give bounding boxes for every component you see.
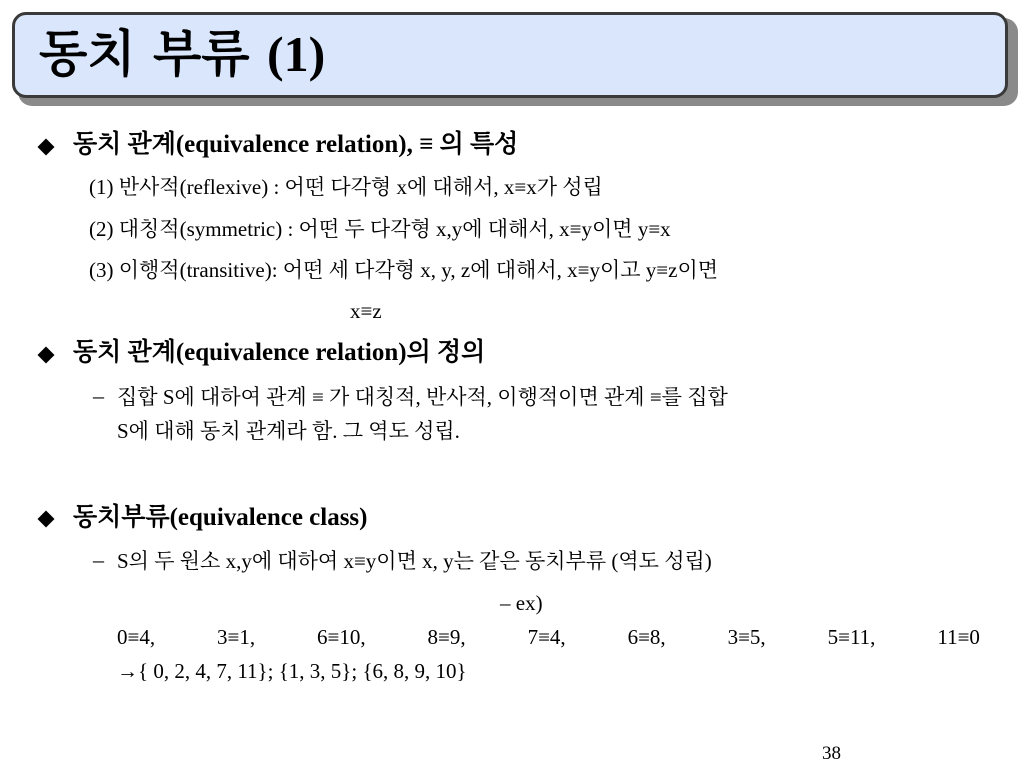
title-box xyxy=(12,12,1008,98)
equivalence-item: 0≡4, xyxy=(117,625,156,649)
bullet-diamond-icon xyxy=(38,511,55,528)
section2-line-2: S에 대해 동치 관계라 함. 그 역도 성립. xyxy=(117,419,460,443)
equivalence-item: 3≡1, xyxy=(217,625,256,649)
bullet-diamond-icon xyxy=(38,139,55,156)
section1-item-3: (3) 이행적(transitive): 어떤 세 다각형 x, y, z에 대해서, x≡y이고 y≡z이면 xyxy=(89,258,719,282)
equivalence-list xyxy=(117,622,980,652)
bullet-diamond-icon xyxy=(38,347,55,364)
section3-heading: 동치부류(equivalence class) xyxy=(73,504,368,531)
section2-line-1: 집합 S에 대하여 관계 ≡ 가 대칭적, 반사적, 이행적이면 관계 ≡를 집합 xyxy=(117,385,728,409)
equivalence-item: 6≡10, xyxy=(317,625,366,649)
equivalence-classes: →{ 0, 2, 4, 7, 11}; {1, 3, 5}; {6, 8, 9, 10} xyxy=(117,659,467,683)
section1-item-1: (1) 반사적(reflexive) : 어떤 다각형 x에 대해서, x≡x가 성립 xyxy=(89,175,603,199)
section1-heading: 동치 관계(equivalence relation), ≡ 의 특성 xyxy=(73,131,519,158)
equivalence-item: 3≡5, xyxy=(727,625,766,649)
section1-item-2: (2) 대칭적(symmetric) : 어떤 두 다각형 x,y에 대해서, x≡y이면 y≡x xyxy=(89,217,671,241)
title-korean: 동치 부류 xyxy=(39,25,250,83)
equivalence-item: 5≡11, xyxy=(827,625,876,649)
section2-heading: 동치 관계(equivalence relation)의 정의 xyxy=(73,339,486,366)
title-number: (1) xyxy=(267,26,326,82)
section3-line-1: S의 두 원소 x,y에 대하여 x≡y이면 x, y는 같은 동치부류 (역도 성립) xyxy=(117,549,712,573)
equivalence-item: 6≡8, xyxy=(627,625,666,649)
page-number: 38 xyxy=(822,743,841,764)
equivalence-item: 7≡4, xyxy=(527,625,566,649)
example-label: – ex) xyxy=(500,591,543,615)
slide-title xyxy=(39,23,325,85)
equivalence-item: 8≡9, xyxy=(427,625,466,649)
dash-bullet: – xyxy=(93,547,104,572)
section1-continuation: x≡z xyxy=(350,299,382,323)
equivalence-item: 11≡0 xyxy=(937,625,980,649)
dash-bullet: – xyxy=(93,383,104,408)
